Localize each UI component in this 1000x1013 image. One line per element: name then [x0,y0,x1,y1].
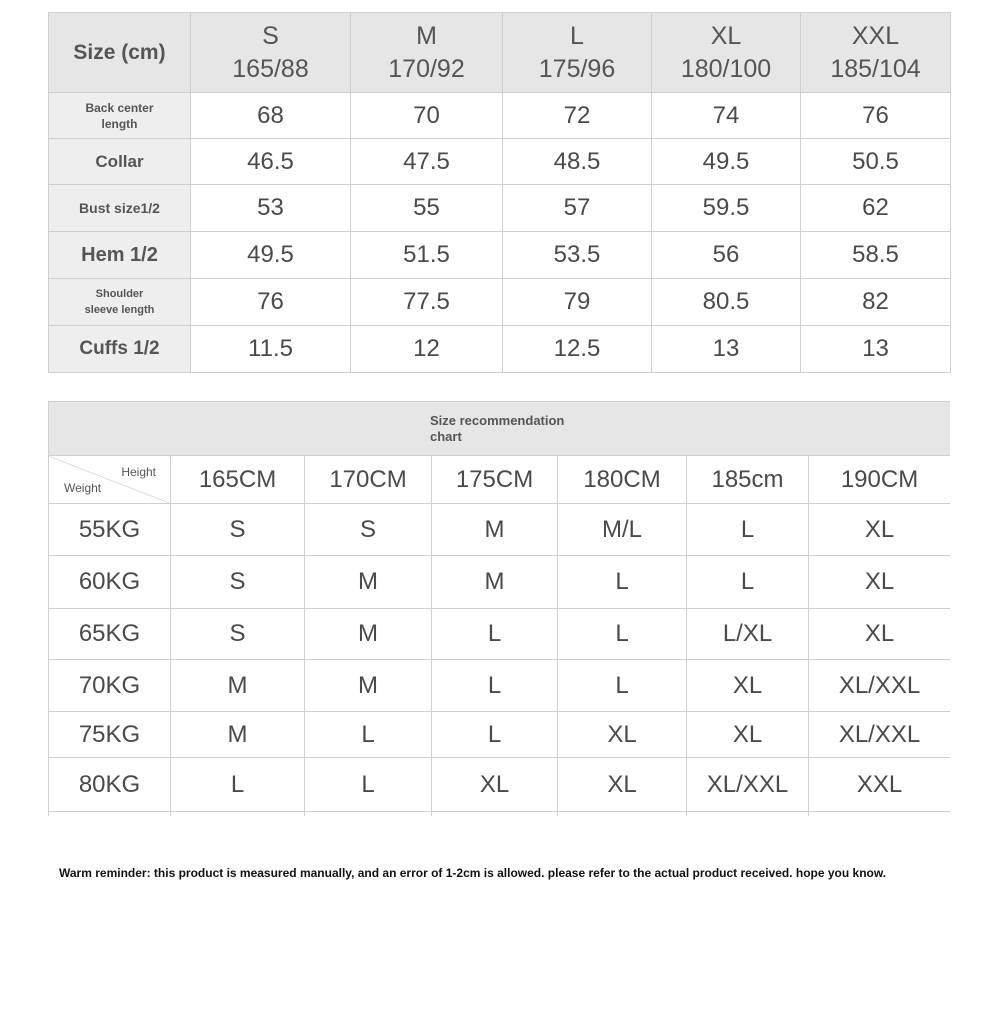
recommendation-title-row [49,402,951,456]
table-cell: 68 [191,93,351,139]
size-row-hem [49,232,951,279]
table-cell: S [171,609,305,660]
table-cell: XL [687,660,809,712]
row-label: Collar [49,139,191,185]
table-cell: XL/XXL [809,712,951,758]
table-cell: 59.5 [652,185,801,232]
row-label: Cuffs 1/2 [49,326,191,373]
table-cell [49,812,171,817]
height-header: 165CM [171,456,305,504]
size-table [48,12,951,373]
height-header: 180CM [558,456,687,504]
row-label: Hem 1/2 [49,232,191,279]
height-header: 190CM [809,456,951,504]
table-cell: M [432,556,558,609]
size-spec: 185/104 [830,54,921,83]
table-cell: M [171,712,305,758]
size-spec: 175/96 [538,54,616,83]
table-cell: L [171,758,305,812]
table-cell: 77.5 [351,279,503,326]
table-cell: XL [809,609,951,660]
height-label: Height [121,465,156,479]
table-cell: 49.5 [191,232,351,279]
size-corner-label: Size (cm) [49,13,191,93]
height-header: 170CM [305,456,432,504]
size-spec: 180/100 [680,54,772,83]
size-row-shoulder-sleeve [49,279,951,326]
weight-label-cell: 55KG [49,504,171,556]
table-cell: 70 [351,93,503,139]
size-spec: 165/88 [232,54,309,83]
table-cell: 72 [503,93,652,139]
table-cell: 56 [652,232,801,279]
size-row-cuffs [49,326,951,373]
row-label [49,279,191,326]
table-cell: 49.5 [652,139,801,185]
table-cell: M [171,660,305,712]
table-cell: 13 [801,326,951,373]
weight-row-75 [49,712,951,758]
size-column-xxl [801,13,951,93]
table-cell [558,812,687,817]
weight-label-cell: 60KG [49,556,171,609]
table-cell [687,812,809,817]
size-name: S [262,21,279,50]
row-label [49,93,191,139]
size-name: XL [710,21,742,50]
weight-row-60 [49,556,951,609]
weight-label-cell: 65KG [49,609,171,660]
size-row-bust [49,185,951,232]
table-cell [432,812,558,817]
table-cell [809,812,951,817]
weight-label: Weight [64,481,102,495]
table-cell: S [171,504,305,556]
height-header-row [49,456,951,504]
table-cell: S [305,504,432,556]
warm-reminder-note: Warm reminder: this product is measured manually, and an error of 1-2cm is allowed. please refer to the actual product received. hope you know. [59,866,887,880]
table-cell: L [687,556,809,609]
table-cell: L [432,660,558,712]
weight-row-55 [49,504,951,556]
size-header-row [49,13,951,93]
height-header: 175CM [432,456,558,504]
table-cell: M [305,609,432,660]
table-cell: L [305,758,432,812]
recommendation-section [48,401,950,816]
table-cell: 76 [191,279,351,326]
table-cell: L [432,609,558,660]
size-name: XXL [851,21,900,50]
table-cell: M [305,660,432,712]
table-cell: M/L [558,504,687,556]
size-column-xl [652,13,801,93]
table-cell: XXL [809,758,951,812]
row-label: Bust size1/2 [49,185,191,232]
table-cell: L [687,504,809,556]
table-cell: 76 [801,93,951,139]
table-cell: 79 [503,279,652,326]
table-cell: XL [687,712,809,758]
table-cell: 58.5 [801,232,951,279]
table-cell: 11.5 [191,326,351,373]
table-cell: 55 [351,185,503,232]
height-header: 185cm [687,456,809,504]
table-cell: 12 [351,326,503,373]
table-cell: L [558,556,687,609]
row-label-text: Back center length [85,100,154,131]
table-cell: L [432,712,558,758]
weight-row-70 [49,660,951,712]
size-name: M [416,21,437,50]
table-cell: 57 [503,185,652,232]
size-row-back-center-length [49,93,951,139]
weight-row-65 [49,609,951,660]
weight-label-cell: 70KG [49,660,171,712]
table-cell: L [558,609,687,660]
row-label-text: Shoulder sleeve length [84,288,155,316]
size-row-collar [49,139,951,185]
table-cell: 47.5 [351,139,503,185]
table-cell: 80.5 [652,279,801,326]
table-cell: XL [558,758,687,812]
table-cell: M [432,504,558,556]
table-cell: 50.5 [801,139,951,185]
size-column-l [503,13,652,93]
table-cell: XL [809,504,951,556]
table-cell: 51.5 [351,232,503,279]
table-cell: XL/XXL [809,660,951,712]
table-cell: 46.5 [191,139,351,185]
table-cell: 74 [652,93,801,139]
table-cell: 82 [801,279,951,326]
size-name: L [570,21,584,50]
table-cell [305,812,432,817]
table-cell: L/XL [687,609,809,660]
cropped-row [49,812,951,817]
recommendation-table [48,401,950,816]
table-cell: 12.5 [503,326,652,373]
table-cell: S [171,556,305,609]
size-column-m [351,13,503,93]
size-column-s [191,13,351,93]
table-cell: 53.5 [503,232,652,279]
height-weight-corner [49,456,171,504]
recommendation-title [49,402,951,456]
table-cell [171,812,305,817]
table-cell: L [305,712,432,758]
table-cell: XL [558,712,687,758]
table-cell: 48.5 [503,139,652,185]
table-cell: 53 [191,185,351,232]
recommendation-title-text: Size recommendation chart [430,412,565,444]
table-cell: L [558,660,687,712]
table-cell: XL [809,556,951,609]
table-cell: 62 [801,185,951,232]
weight-label-cell: 75KG [49,712,171,758]
weight-label-cell: 80KG [49,758,171,812]
table-cell: XL/XXL [687,758,809,812]
table-cell: M [305,556,432,609]
weight-row-80 [49,758,951,812]
size-spec: 170/92 [388,54,465,83]
table-cell: 13 [652,326,801,373]
table-cell: XL [432,758,558,812]
